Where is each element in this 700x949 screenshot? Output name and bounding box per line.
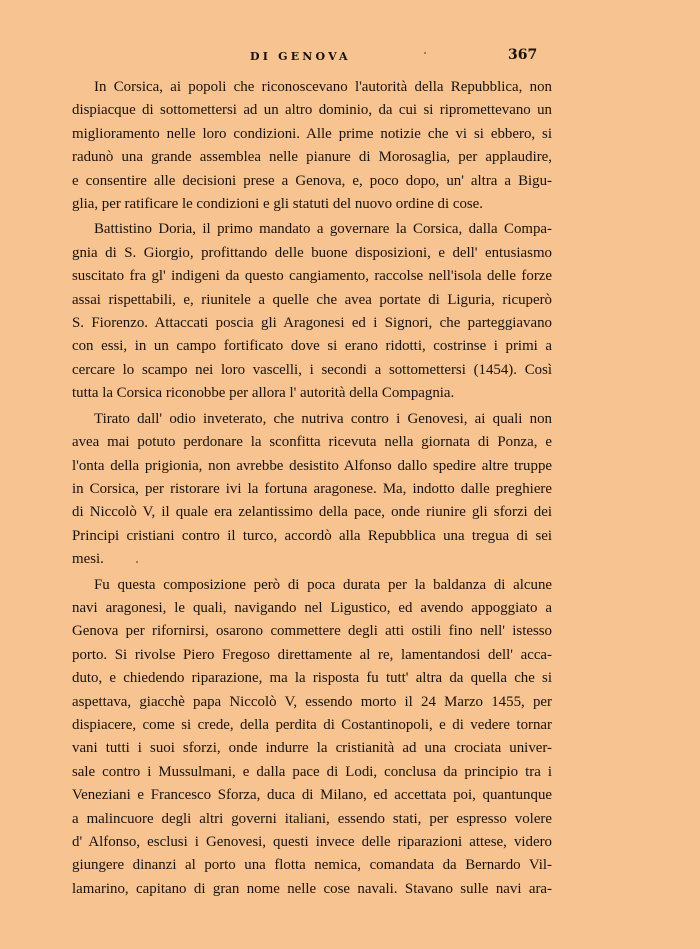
text-line: porto. Si rivolse Piero Fregoso direttamente al re, lamentandosi dell' acca-: [72, 646, 552, 663]
text-line: duto, e chiedendo riparazione, ma la risposta fu tutt' altra da quella che si: [72, 670, 552, 687]
text-line: Genova per rifornirsi, osarono commettere degli atti ostili fino nell' istesso: [72, 623, 552, 640]
body-text: [50, 76, 552, 901]
paragraph-2: [50, 218, 552, 405]
text-line: radunò una grande assemblea nelle pianure di Morosaglia, per applaudire,: [72, 149, 552, 166]
text-line: gnia di S. Giorgio, profittando delle buone disposizioni, e dell' entusiasmo: [72, 244, 552, 261]
text-line: mesi.: [72, 551, 104, 568]
text-line: cercare lo scampo nei loro vascelli, i secondi a sottomettersi (1454). Così: [72, 361, 552, 378]
paragraph-4: [50, 574, 552, 902]
paper-speck: [424, 52, 426, 54]
text-line: in Corsica, per ristorare ivi la fortuna aragonese. Ma, indotto dalle preghiere: [72, 480, 552, 497]
text-line: miglioramento nelle loro condizioni. Alle prime notizie che vi si ebbero, si: [72, 125, 552, 142]
text-line: Battistino Doria, il primo mandato a governare la Corsica, dalla Compa-: [94, 221, 552, 238]
paragraph-3: [50, 408, 552, 572]
text-line: dispiacque di sottomettersi ad un altro dominio, da cui si ripromettevano un: [72, 102, 552, 119]
text-line: dispiacere, come si crede, della perdita di Costantinopoli, e di vedere tornar: [72, 716, 552, 733]
text-line: navi aragonesi, le quali, navigando nel Ligustico, ed avendo appoggiato a: [72, 599, 552, 616]
text-line: di Niccolò V, il quale era zelantissimo della pace, onde riunire gli sforzi dei: [72, 504, 552, 521]
paper-speck: [136, 561, 138, 563]
paragraph-1: [50, 76, 552, 216]
text-line: d' Alfonso, esclusi i Genovesi, questi invece delle riparazioni attese, videro: [72, 834, 552, 850]
text-line: Tirato dall' odio inveterato, che nutriva contro i Genovesi, ai quali non: [94, 410, 552, 427]
text-line: tutta la Corsica riconobbe per allora l' autorità della Compagnia.: [72, 385, 455, 402]
text-line: aspettava, giacchè papa Niccolò V, essendo morto il 24 Marzo 1455, per: [72, 693, 552, 710]
page-number: 367: [508, 47, 538, 63]
text-line: lamarino, capitano di gran nome nelle cose navali. Stavano sulle navi ara-: [72, 880, 552, 897]
text-line: S. Fiorenzo. Attaccati poscia gli Aragonesi ed i Signori, che parteggiavano: [72, 315, 552, 332]
text-line: suscitato fra gl' indigeni da questo cangiamento, raccolse nell'isola delle forze: [72, 268, 552, 285]
text-line: In Corsica, ai popoli che riconoscevano l'autorità della Repubblica, non: [94, 79, 552, 95]
text-line: l'onta della prigionia, non avrebbe desistito Alfonso dallo spedire altre truppe: [72, 457, 552, 474]
text-line: avea mai potuto perdonare la sconfitta ricevuta nella giornata di Ponza, e: [72, 434, 552, 451]
running-title: DI GENOVA: [250, 50, 351, 63]
text-line: con essi, in un campo fortificato dove si erano ridotti, costrinse i primi a: [72, 338, 552, 355]
text-line: Veneziani e Francesco Sforza, duca di Milano, ed accettata poi, quantunque: [72, 787, 552, 804]
text-line: assai rispettabili, e, riunitele a quelle che avea portate di Liguria, ricuperò: [72, 291, 552, 308]
text-line: giungere dinanzi al porto una flotta nemica, comandata da Bernardo Vil-: [72, 857, 552, 874]
text-line: e consentire alle decisioni prese a Genova, e, poco dopo, un' altra a Bigu-: [72, 172, 552, 189]
text-line: a malincuore degli altri governi italiani, essendo stati, per espresso volere: [72, 810, 552, 827]
text-line: glia, per ratificare le condizioni e gli statuti del nuovo ordine di cose.: [72, 196, 484, 213]
text-line: sale contro i Mussulmani, e dalla pace di Lodi, conclusa da principio tra i: [72, 763, 552, 780]
text-line: vani tutti i suoi sforzi, onde indurre la cristianità ad una crociata univer-: [72, 740, 552, 757]
running-head: [0, 48, 700, 68]
text-line: Fu questa composizione però di poca durata per la baldanza di alcune: [94, 576, 552, 593]
text-line: Principi cristiani contro il turco, accordò alla Repubblica una tregua di sei: [72, 527, 552, 544]
